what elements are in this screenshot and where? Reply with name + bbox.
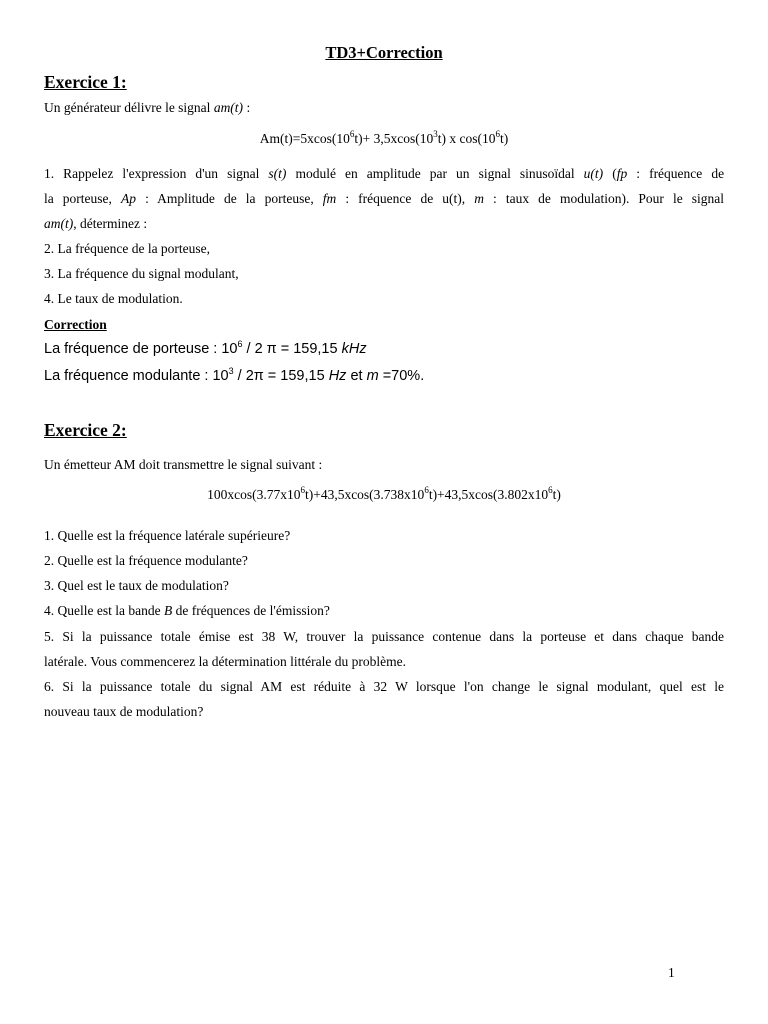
page-number: 1 xyxy=(668,965,675,980)
exercise-1-question-1-line-1: 1. Rappelez l'expression d'un signal s(t) modulé en amplitude par un signal sinusoïdal u(t) (fp : fréquence de xyxy=(44,166,725,181)
exercise-1-intro: Un générateur délivre le signal am(t) : xyxy=(44,100,251,115)
exercise-1-question-2: 2. La fréquence de la porteuse, xyxy=(44,241,211,256)
exercise-2-question-5-line-2: latérale. Vous commencerez la détermination littérale du problème. xyxy=(44,654,406,669)
exercise-2-formula: $100xcos(3.77x10^6t)+43,5xcos(3.738x10^6t)+43,5xcos(3.802x10^6t)$ xyxy=(207,485,561,502)
exercise-2-question-4: 4. Quelle est la bande B de fréquences de l'émission? xyxy=(44,603,330,618)
exercise-1-question-1-line-3: am(t), déterminez : xyxy=(44,216,148,231)
exercise-2-question-5-line-1: 5. Si la puissance totale émise est 38 W, trouver la puissance contenue dans la porteuse et dans chaque bande xyxy=(44,629,724,644)
correction-carrier-frequency: La fréquence de porteuse : $10^6 / 2$ π = 159,15 kHz xyxy=(44,339,367,357)
correction-label: Correction xyxy=(44,317,107,332)
exercise-1-heading: Exercice 1: xyxy=(44,72,127,92)
exercise-1-question-4: 4. Le taux de modulation. xyxy=(44,291,183,306)
exercise-2-question-6-line-2: nouveau taux de modulation? xyxy=(44,704,204,719)
exercise-2-heading: Exercice 2: xyxy=(44,420,127,440)
exercise-2-question-2: 2. Quelle est la fréquence modulante? xyxy=(44,553,248,568)
correction-modulating-frequency: La fréquence modulante : $10^3 / 2\pi = 159,15$ Hz et m =70%. xyxy=(44,366,425,384)
exercise-2-question-3: 3. Quel est le taux de modulation? xyxy=(44,578,229,593)
exercise-1-formula: $Am(t)=5xcos(10^6t)+ 3,5xcos(10^3t)$ x $\cos(10^6t)$ xyxy=(259,129,509,146)
document-title: TD3+Correction xyxy=(325,43,443,62)
exercise-2-question-1: 1. Quelle est la fréquence latérale supérieure? xyxy=(44,528,291,543)
exercise-2-intro: Un émetteur AM doit transmettre le signal suivant : xyxy=(44,457,323,472)
exercise-1-question-1-line-2: la porteuse, Ap : Amplitude de la porteuse, fm : fréquence de u(t), m : taux de modulation). Pour le signal xyxy=(44,191,725,206)
exercise-2-question-6-line-1: 6. Si la puissance totale du signal AM est réduite à 32 W lorsque l'on change le signal modulant, quel est le xyxy=(44,679,724,694)
exercise-1-question-3: 3. La fréquence du signal modulant, xyxy=(44,266,239,281)
